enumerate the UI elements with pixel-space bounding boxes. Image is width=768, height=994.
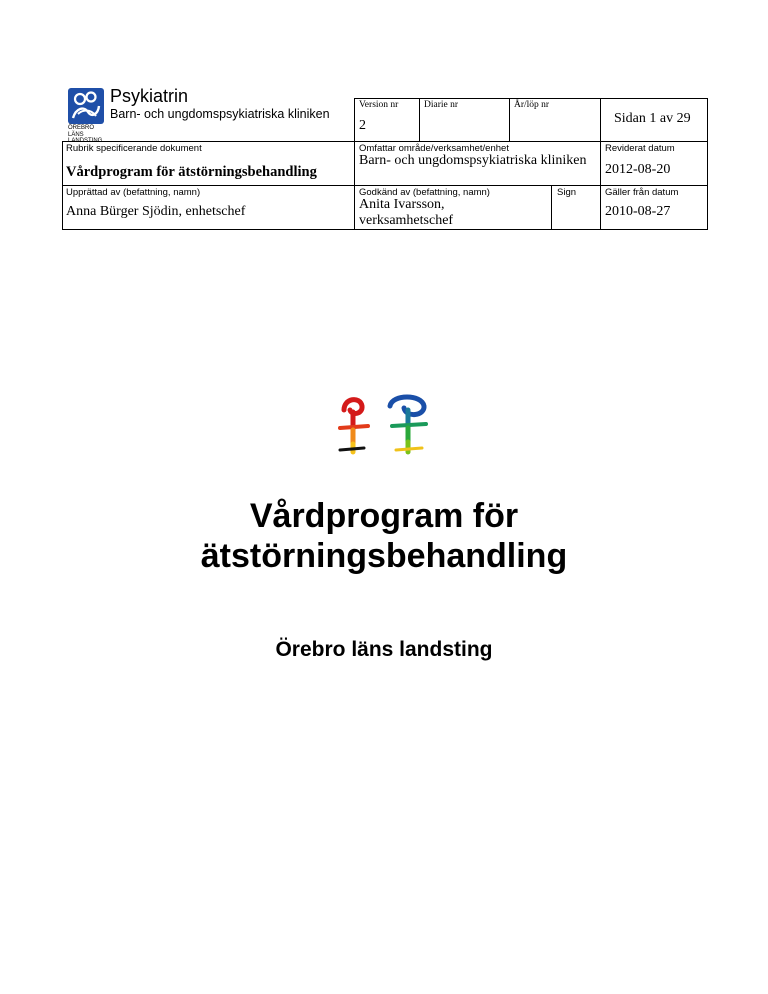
arlop-label: År/löp nr — [514, 100, 550, 110]
diarie-label: Diarie nr — [424, 100, 459, 110]
main-title-line2: ätstörningsbehandling — [200, 537, 568, 575]
two-figures-emblem-icon — [330, 390, 438, 458]
rubrik-value: Vårdprogram för ätstörningsbehandling — [66, 164, 317, 180]
main-title-line1: Vårdprogram för — [249, 497, 519, 535]
logo-org-line1: ÖREBRO LÄNS — [68, 125, 95, 138]
page-number: Sidan 1 av 29 — [614, 111, 691, 126]
version-value: 2 — [359, 118, 366, 133]
godkand-label: Godkänd av (befattning, namn) — [359, 187, 490, 198]
logo-title: Psykiatrin — [110, 86, 189, 106]
omfattar-label: Omfattar område/verksamhet/enhet — [359, 143, 509, 154]
upprattad-label: Upprättad av (befattning, namn) — [66, 187, 201, 198]
galler-label: Gäller från datum — [605, 187, 679, 198]
galler-value: 2010-08-27 — [605, 204, 671, 219]
logo-subtitle: Barn- och ungdomspsykiatriska kliniken — [110, 107, 330, 121]
main-title — [0, 496, 768, 576]
omfattar-value: Barn- och ungdomspsykiatriska kliniken — [359, 153, 587, 168]
sign-label: Sign — [557, 187, 577, 198]
organization-subtitle: Örebro läns landsting — [275, 638, 493, 661]
document-header-table — [62, 98, 708, 230]
reviderat-value: 2012-08-20 — [605, 162, 671, 177]
reviderat-label: Reviderat datum — [605, 143, 675, 154]
rubrik-label: Rubrik specificerande dokument — [66, 143, 202, 154]
godkand-value: Anita Ivarsson, verksamhetschef — [359, 197, 454, 228]
version-label: Version nr — [359, 100, 399, 110]
upprattad-value: Anna Bürger Sjödin, enhetschef — [66, 204, 246, 219]
